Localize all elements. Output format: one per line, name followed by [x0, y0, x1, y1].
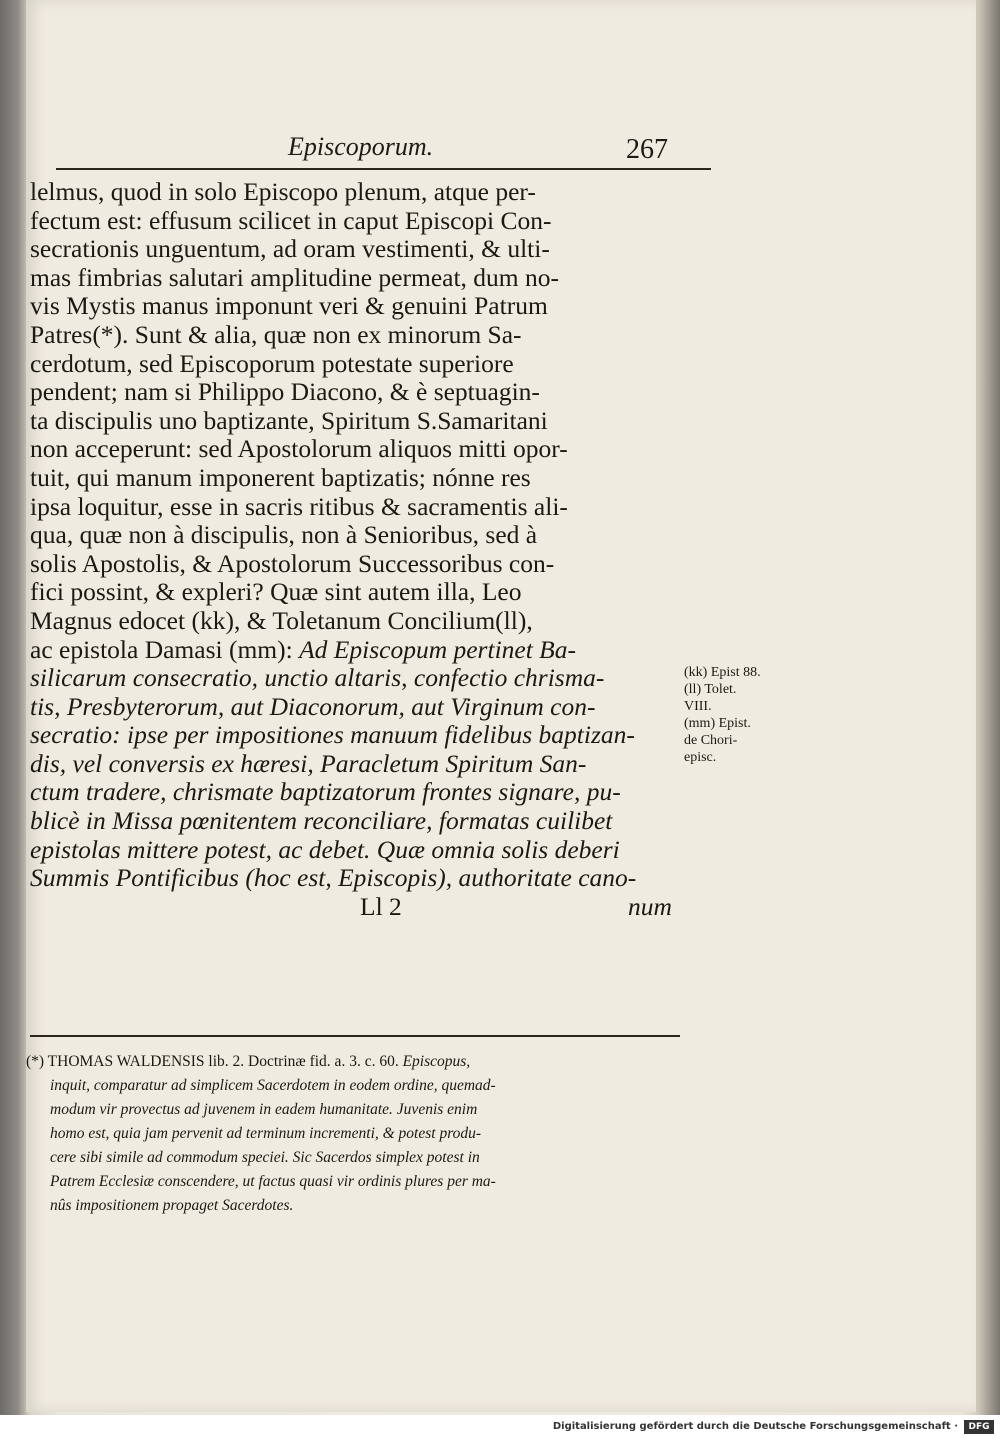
- text-line: Patres(*). Sunt & alia, quæ non ex minorum Sa-: [30, 319, 522, 349]
- italic-text-line: ctum tradere, chrismate baptizatorum frontes signare, pu-: [30, 777, 621, 807]
- italic-text-line: secratio: ipse per impositiones manuum fidelibus baptizan-: [30, 720, 635, 750]
- margin-notes: [684, 664, 814, 766]
- text-line: qua, quæ non à discipulis, non à Senioribus, sed à: [30, 520, 538, 550]
- footnote-lead-italic: Episcopus,: [402, 1053, 471, 1070]
- text-line: ipsa loquitur, esse in sacris ritibus & sacramentis ali-: [30, 491, 568, 521]
- text-line: vis Mystis manus imponunt veri & genuini Patrum: [30, 291, 548, 321]
- footnote-line: nûs impositionem propaget Sacerdotes.: [50, 1197, 294, 1214]
- footnote-rule: [30, 1035, 680, 1037]
- text-line: mas fimbrias salutari amplitudine permeat, dum no-: [30, 262, 559, 292]
- footnote-lead: (*) THOMAS WALDENSIS lib. 2. Doctrinæ fid. a. 3. c. 60.: [26, 1053, 399, 1070]
- footnote-line: cere sibi simile ad commodum speciei. Sic Sacerdos simplex potest in: [50, 1149, 480, 1166]
- text-line: solis Apostolis, & Apostolorum Successoribus con-: [30, 548, 555, 578]
- text-run: ac epistola Damasi (mm):: [30, 634, 293, 664]
- text-line: cerdotum, sed Episcoporum potestate superiore: [30, 348, 514, 378]
- italic-text-line: blicè in Missa pœnitentem reconciliare, formatas cuilibet: [30, 806, 613, 836]
- running-head: [26, 130, 976, 170]
- italic-text-line: silicarum consecratio, unctio altaris, confectio chrisma-: [30, 663, 605, 693]
- text-line: [30, 636, 680, 665]
- italic-text-line: tis, Presbyterorum, aut Diaconorum, aut Virginum con-: [30, 691, 596, 721]
- italic-text-run: Ad Episcopum pertinet Ba-: [299, 634, 576, 664]
- footer-bar: [0, 1415, 1000, 1441]
- text-line: secrationis unguentum, ad oram vestimenti, & ulti-: [30, 234, 550, 264]
- page-number: 267: [626, 134, 668, 165]
- text-line: Magnus edocet (kk), & Toletanum Concilium(ll),: [30, 605, 533, 635]
- italic-text-line: Summis Pontificibus (hoc est, Episcopis), authoritate cano-: [30, 863, 637, 893]
- italic-text-line: dis, vel conversis ex hæresi, Paracletum Spiritum San-: [30, 748, 587, 778]
- dfg-logo: DFG: [964, 1420, 994, 1434]
- footnote-line: inquit, comparatur ad simplicem Sacerdotem in eodem ordine, quemad-: [50, 1077, 496, 1094]
- text-line: tuit, qui manum imponerent baptizatis; nónne res: [30, 462, 531, 492]
- funding-credit: Digitalisierung gefördert durch die Deutsche Forschungsgemeinschaft ·: [552, 1421, 958, 1432]
- margin-note: (mm) Epist.: [684, 716, 751, 731]
- footnote-line: [26, 1050, 682, 1074]
- main-text: [30, 178, 680, 921]
- text-line: fici possint, & expleri? Quæ sint autem illa, Leo: [30, 577, 522, 607]
- signature-mark: Ll 2: [360, 891, 402, 921]
- margin-note: (kk) Epist 88.: [684, 665, 761, 680]
- footnote-line: modum vir provectus ad juvenem in eadem humanitate. Juvenis enim: [50, 1101, 478, 1118]
- running-title: Episcoporum.: [288, 132, 434, 161]
- margin-note: de Chori-: [684, 733, 738, 748]
- header-rule: [56, 168, 711, 170]
- margin-note: VIII.: [684, 699, 712, 714]
- signature-line: [30, 893, 680, 922]
- footnote: [26, 1050, 682, 1218]
- book-page: [26, 0, 978, 1412]
- text-line: lelmus, quod in solo Episcopo plenum, atque per-: [30, 177, 536, 206]
- footnote-line: Patrem Ecclesiæ conscendere, ut factus quasi vir ordinis plures per ma-: [50, 1173, 496, 1190]
- catchword: num: [628, 891, 672, 921]
- text-line: non acceperunt: sed Apostolorum aliquos mitti opor-: [30, 434, 568, 464]
- margin-note: (ll) Tolet.: [684, 682, 737, 697]
- text-line: pendent; nam si Philippo Diacono, & è septuagin-: [30, 377, 540, 407]
- text-line: ta discipulis uno baptizante, Spiritum S.Samaritani: [30, 405, 548, 435]
- margin-note: episc.: [684, 750, 717, 765]
- footnote-line: homo est, quia jam pervenit ad terminum incrementi, & potest produ-: [50, 1125, 482, 1142]
- italic-text-line: epistolas mittere potest, ac debet. Quæ omnia solis deberi: [30, 834, 620, 864]
- text-line: fectum est: effusum scilicet in caput Episcopi Con-: [30, 205, 552, 235]
